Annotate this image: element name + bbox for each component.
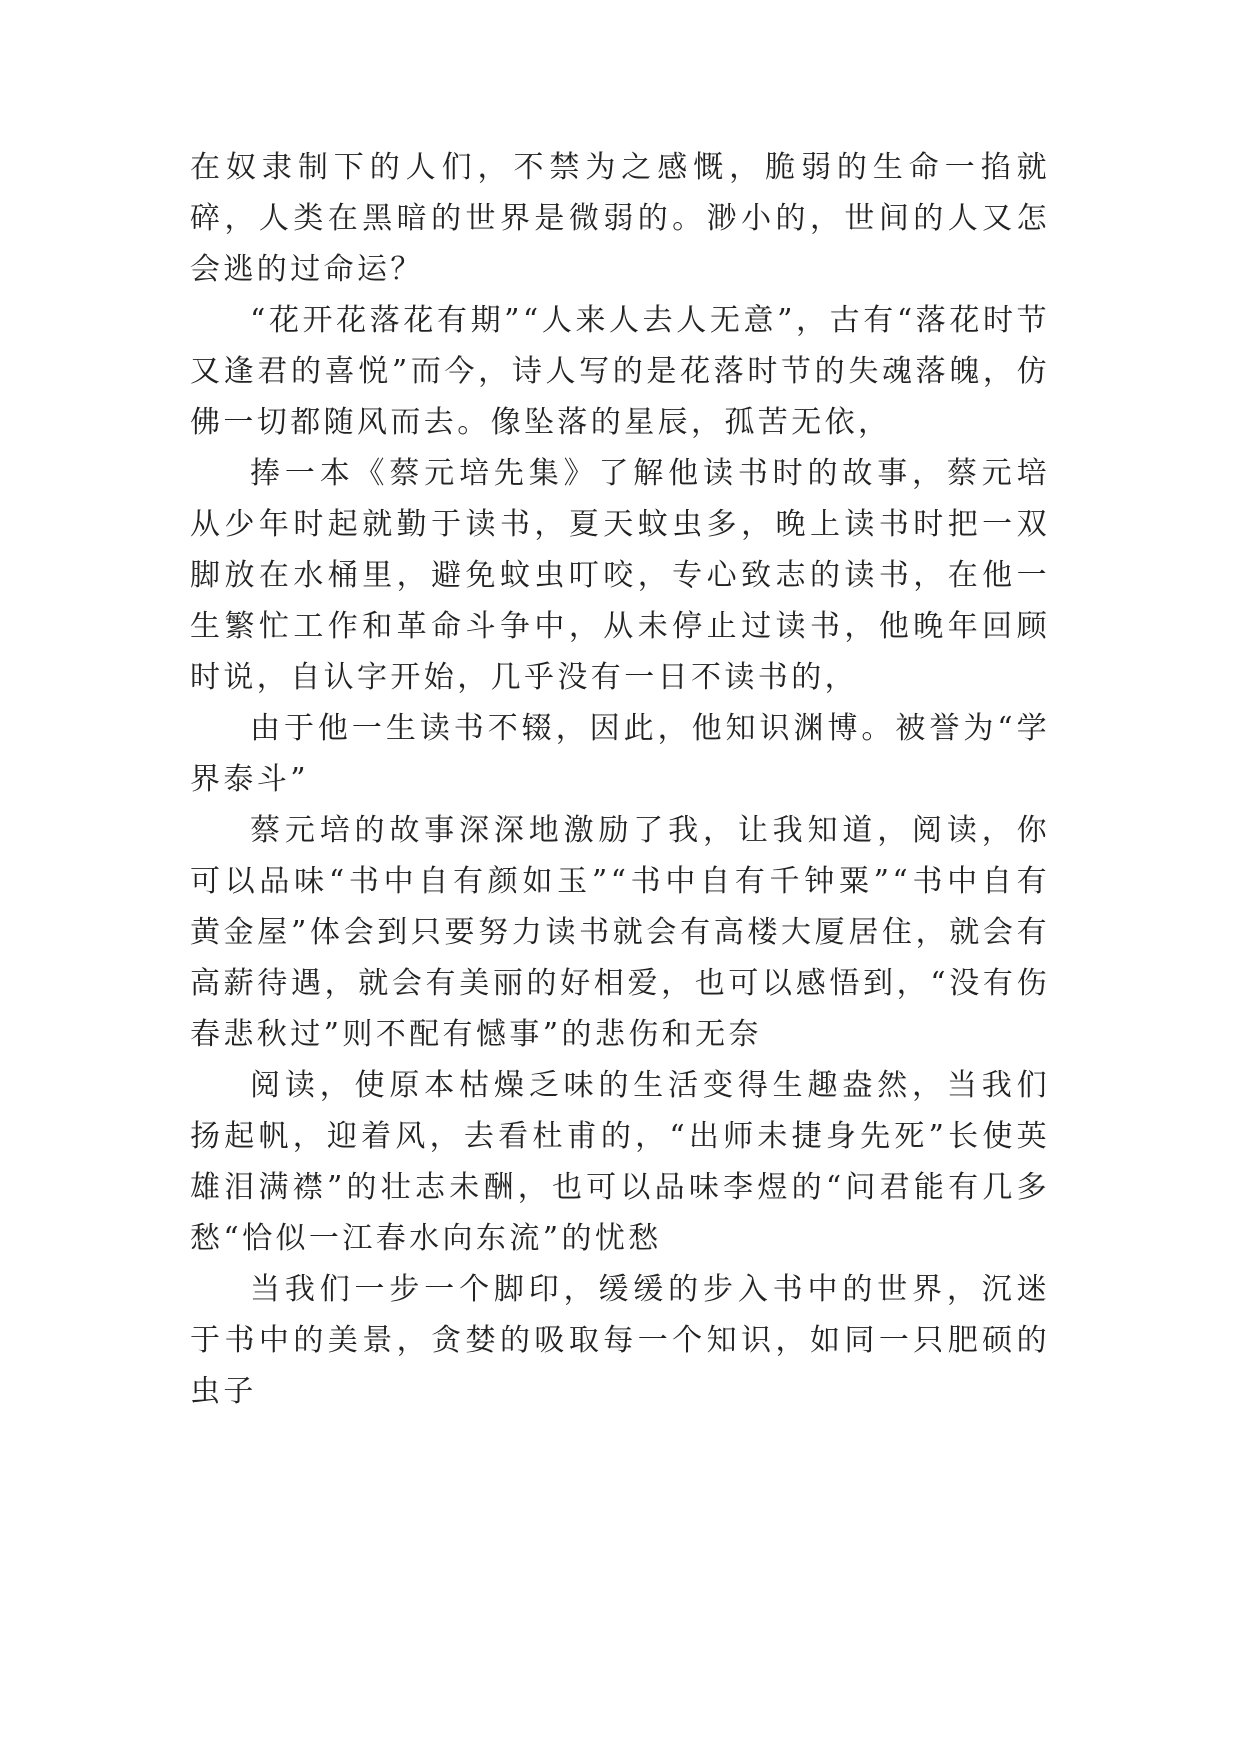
paragraph-7: 当我们一步一个脚印，缓缓的步入书中的世界，沉迷于书中的美景，贪婪的吸取每一个知识，如同一只肥硕的虫子 (190, 1272, 1050, 1409)
paragraph-4: 由于他一生读书不辍，因此，他知识渊博。被誉为“学界泰斗” (190, 711, 1050, 797)
paragraph-2: “花开花落花有期”“人来人去人无意”，古有“落花时节又逢君的喜悦”而今，诗人写的是花落时节的失魂落魄，仿佛一切都随风而去。像坠落的星辰，孤苦无依， (190, 303, 1050, 440)
document-page (190, 142, 1050, 1417)
paragraph-5: 蔡元培的故事深深地激励了我，让我知道，阅读，你可以品味“书中自有颜如玉”“书中自有千钟粟”“书中自有黄金屋”体会到只要努力读书就会有高楼大厦居住，就会有高薪待遇，就会有美丽的好相爱，也可以感悟到，“没有伤春悲秋过”则不配有憾事”的悲伤和无奈 (190, 813, 1050, 1052)
paragraph-3: 捧一本《蔡元培先集》了解他读书时的故事，蔡元培从少年时起就勤于读书，夏天蚊虫多，晚上读书时把一双脚放在水桶里，避免蚊虫叮咬，专心致志的读书，在他一生繁忙工作和革命斗争中，从未停止过读书，他晚年回顾时说，自认字开始，几乎没有一日不读书的， (190, 456, 1050, 695)
paragraph-6: 阅读，使原本枯燥乏味的生活变得生趣盎然，当我们扬起帆，迎着风，去看杜甫的，“出师未捷身先死”长使英雄泪满襟”的壮志未酬，也可以品味李煜的“问君能有几多愁“恰似一江春水向东流”的忧愁 (190, 1068, 1050, 1256)
paragraph-1: 在奴隶制下的人们，不禁为之感慨，脆弱的生命一掐就碎，人类在黑暗的世界是微弱的。渺小的，世间的人又怎会逃的过命运？ (190, 150, 1050, 287)
